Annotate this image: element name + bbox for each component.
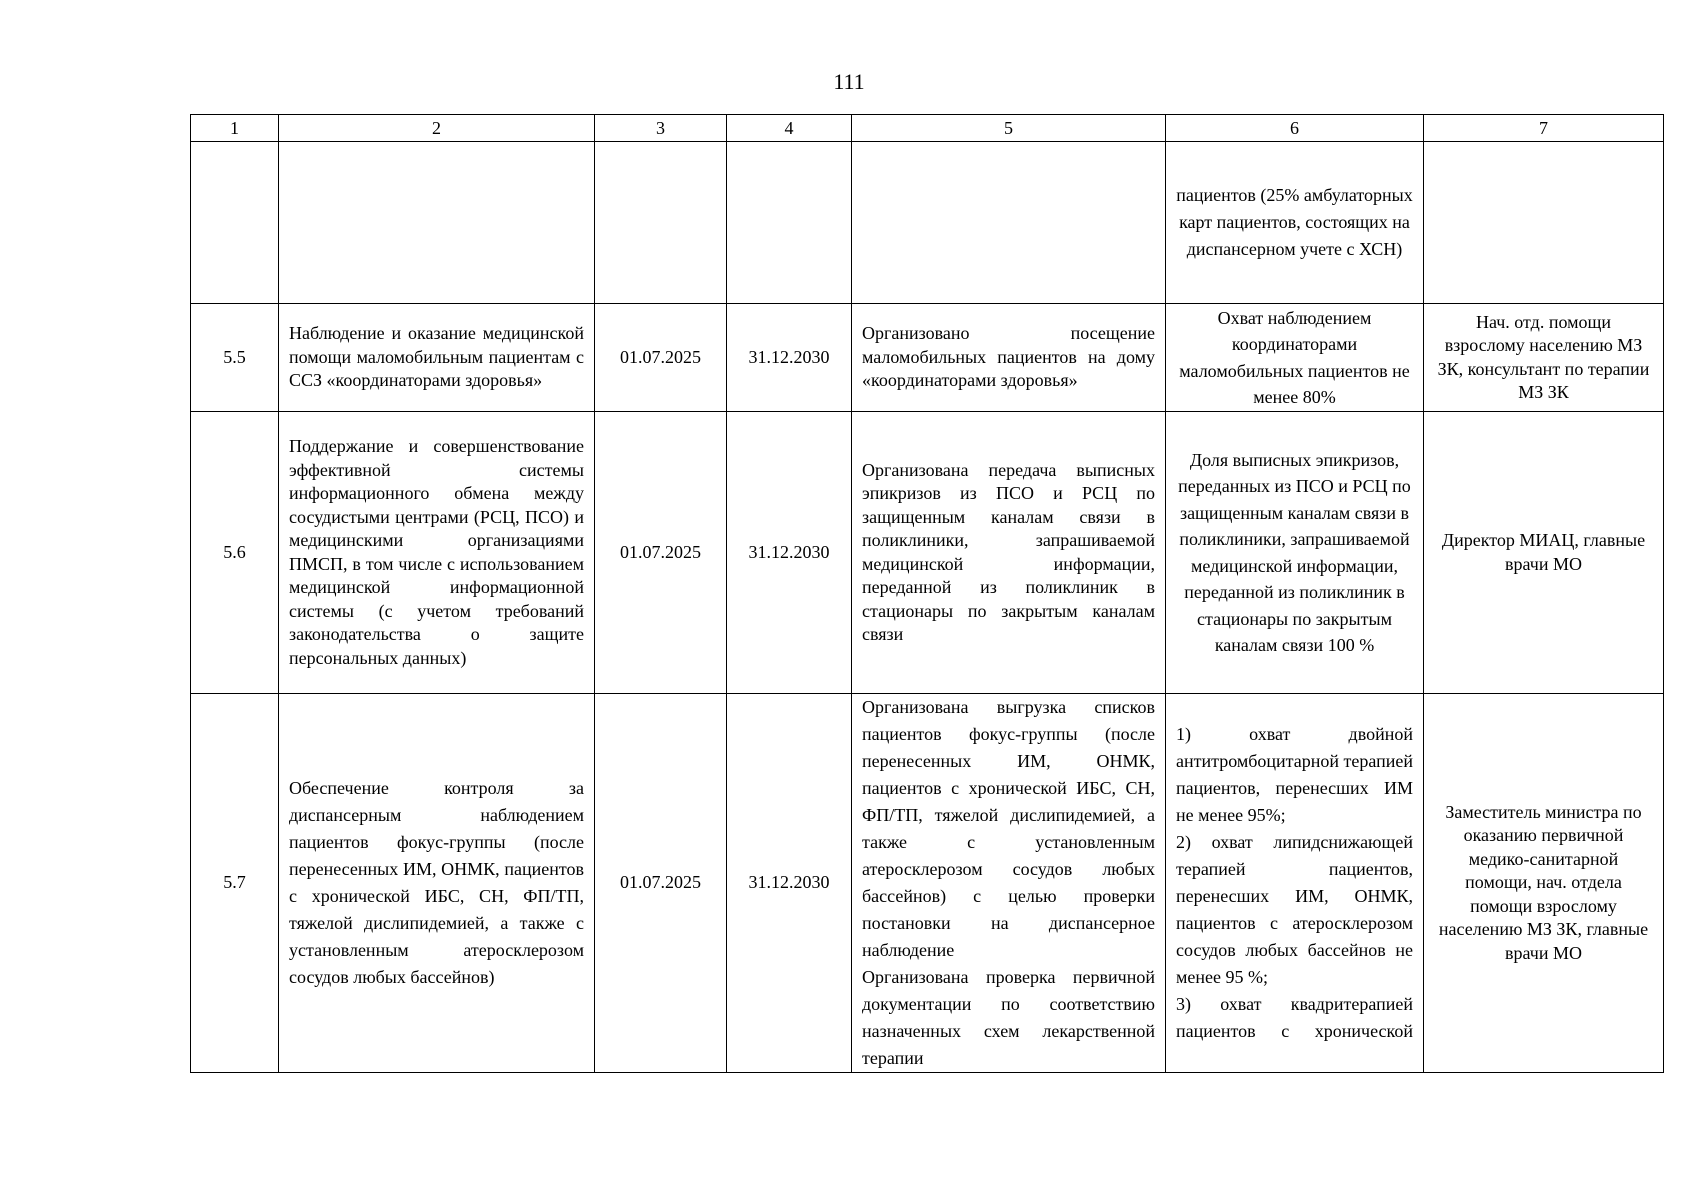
end-date-cell: 31.12.2030 [727,304,852,412]
indicator-item-1: 1) охват двойной антитромбоцитарной терапией пациентов, перенесших ИМ не менее 95%; [1176,724,1414,825]
responsible-cell [1424,142,1664,304]
table-row [191,694,1664,1073]
header-row [191,115,1664,142]
row-number: 5.7 [191,694,279,1073]
indicator-item-3: 3) охват квадритерапией пациентов с хронической [1176,994,1413,1041]
header-cell-3: 3 [595,115,727,142]
result-cell: Организовано посещение маломобильных пациентов на дому «координаторами здоровья» [852,304,1166,412]
header-cell-5: 5 [852,115,1166,142]
header-cell-1: 1 [191,115,279,142]
header-cell-7: 7 [1424,115,1664,142]
start-date-cell [595,142,727,304]
responsible-cell: Директор МИАЦ, главные врачи МО [1424,412,1664,694]
result-text-continued: Организована проверка первичной документации по соответствию назначенных схем лекарственной терапии [862,967,1155,1068]
responsible-cell: Нач. отд. помощи взрослому населению МЗ ЗК, консультант по терапии МЗ ЗК [1424,304,1664,412]
start-date-cell: 01.07.2025 [595,694,727,1073]
table-row [191,142,1664,304]
page-number: 111 [833,69,865,94]
measure-cell: Наблюдение и оказание медицинской помощи маломобильным пациентам с ССЗ «координаторами здоровья» [279,304,595,412]
responsible-cell: Заместитель министра по оказанию первичной медико-санитарной помощи, нач. отдела помощи взрослому населению МЗ ЗК, главные врачи МО [1424,694,1664,1073]
result-text: Организована выгрузка списков пациентов фокус-группы (после перенесенных ИМ, ОНМК, пациентов с хронической ИБС, СН, ФП/ТП, тяжелой дислипидемией, а также с установленным атеросклерозом сосудов любых бассейнов) с целью проверки постановки на диспансерное наблюдение [862,697,1155,960]
header-cell-2: 2 [279,115,595,142]
indicator-cell: пациентов (25% амбулаторных карт пациентов, состоящих на диспансерном учете с ХСН) [1166,142,1424,304]
result-cell [852,694,1166,1073]
indicator-cell: Доля выписных эпикризов, переданных из ПСО и РСЦ по защищенным каналам связи в поликлиники, запрашиваемой медицинской информации, переданной из поликлиник в стационары по закрытым каналам связи 100 % [1166,412,1424,694]
measure-cell: Обеспечение контроля за диспансерным наблюдением пациентов фокус-группы (после перенесенных ИМ, ОНМК, пациентов с хронической ИБС, СН, ФП/ТП, тяжелой дислипидемией, а также с установленным атеросклерозом сосудов любых бассейнов) [279,694,595,1073]
measure-cell: Поддержание и совершенствование эффективной системы информационного обмена между сосудистыми центрами (РСЦ, ПСО) и медицинскими организациями ПМСП, в том числе с использованием медицинской информационной системы (с учетом требований законодательства о защите персональных данных) [279,412,595,694]
header-cell-4: 4 [727,115,852,142]
start-date-cell: 01.07.2025 [595,304,727,412]
start-date-cell: 01.07.2025 [595,412,727,694]
end-date-cell [727,142,852,304]
table-row [191,304,1664,412]
indicator-cell: Охват наблюдением координаторами маломобильных пациентов не менее 80% [1166,304,1424,412]
result-cell: Организована передача выписных эпикризов из ПСО и РСЦ по защищенным каналам связи в поликлиники, запрашиваемой медицинской информации, переданной из поликлиник в стационары по закрытым каналам связи [852,412,1166,694]
indicator-cell [1166,694,1424,1073]
header-cell-6: 6 [1166,115,1424,142]
indicator-item-2: 2) охват липидснижающей терапией пациентов, перенесших ИМ, ОНМК, пациентов с атеросклерозом сосудов любых бассейнов не менее 95 %; [1176,832,1413,987]
measure-cell [279,142,595,304]
result-cell [852,142,1166,304]
end-date-cell: 31.12.2030 [727,694,852,1073]
measures-table [190,114,1664,1073]
row-number: 5.6 [191,412,279,694]
row-number [191,142,279,304]
table-row [191,412,1664,694]
row-number: 5.5 [191,304,279,412]
end-date-cell: 31.12.2030 [727,412,852,694]
